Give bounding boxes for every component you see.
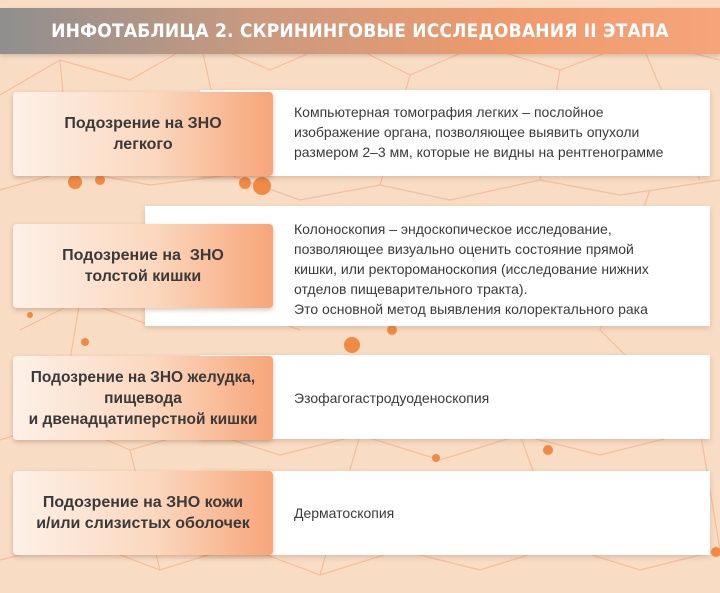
label-line: легкого xyxy=(113,136,173,153)
desc-line: изображение органа, позволяющее выявить опухоли xyxy=(294,124,640,140)
description-colon xyxy=(294,219,704,319)
desc-line: размером 2–3 мм, которые не видны на рентгенограмме xyxy=(294,144,664,160)
description-skin xyxy=(294,503,704,523)
label-line: Подозрение на ЗНО кожи xyxy=(42,494,244,511)
description-stomach xyxy=(294,388,704,408)
label-line: Подозрение на ЗНО xyxy=(62,247,224,264)
label-line: и/или слизистых оболочек xyxy=(36,515,250,532)
page-title: ИНФОТАБЛИЦА 2. СКРИНИНГОВЫЕ ИССЛЕДОВАНИЯ II ЭТАПА xyxy=(51,20,669,42)
desc-line: кишки, или ректороманоскопия (исследование нижних xyxy=(294,261,649,277)
label-skin-cancer xyxy=(13,471,273,555)
desc-line: Колоноскопия – эндоскопическое исследование, xyxy=(294,221,612,237)
label-line: Подозрение на ЗНО xyxy=(64,115,222,132)
label-line: Подозрение на ЗНО желудка, xyxy=(30,368,256,386)
header-banner xyxy=(0,8,720,54)
label-line: и двенадцатиперстной кишки xyxy=(28,410,258,428)
desc-line: Эзофагогастродуоденоскопия xyxy=(294,390,490,406)
desc-line: Дерматоскопия xyxy=(294,505,395,521)
desc-line: Это основной метод выявления колоректального рака xyxy=(294,301,648,317)
label-lung-cancer xyxy=(13,92,273,176)
label-stomach-cancer xyxy=(13,356,273,440)
desc-line: отделов пищеварительного тракта). xyxy=(294,281,528,297)
desc-line: Компьютерная томография легких – послойное xyxy=(294,104,604,120)
label-line: толстой кишки xyxy=(84,268,202,285)
label-line: пищевода xyxy=(104,389,182,407)
desc-line: позволяющее визуально оценить состояние прямой xyxy=(294,241,634,257)
label-colon-cancer xyxy=(13,224,273,308)
description-lung xyxy=(294,102,704,162)
